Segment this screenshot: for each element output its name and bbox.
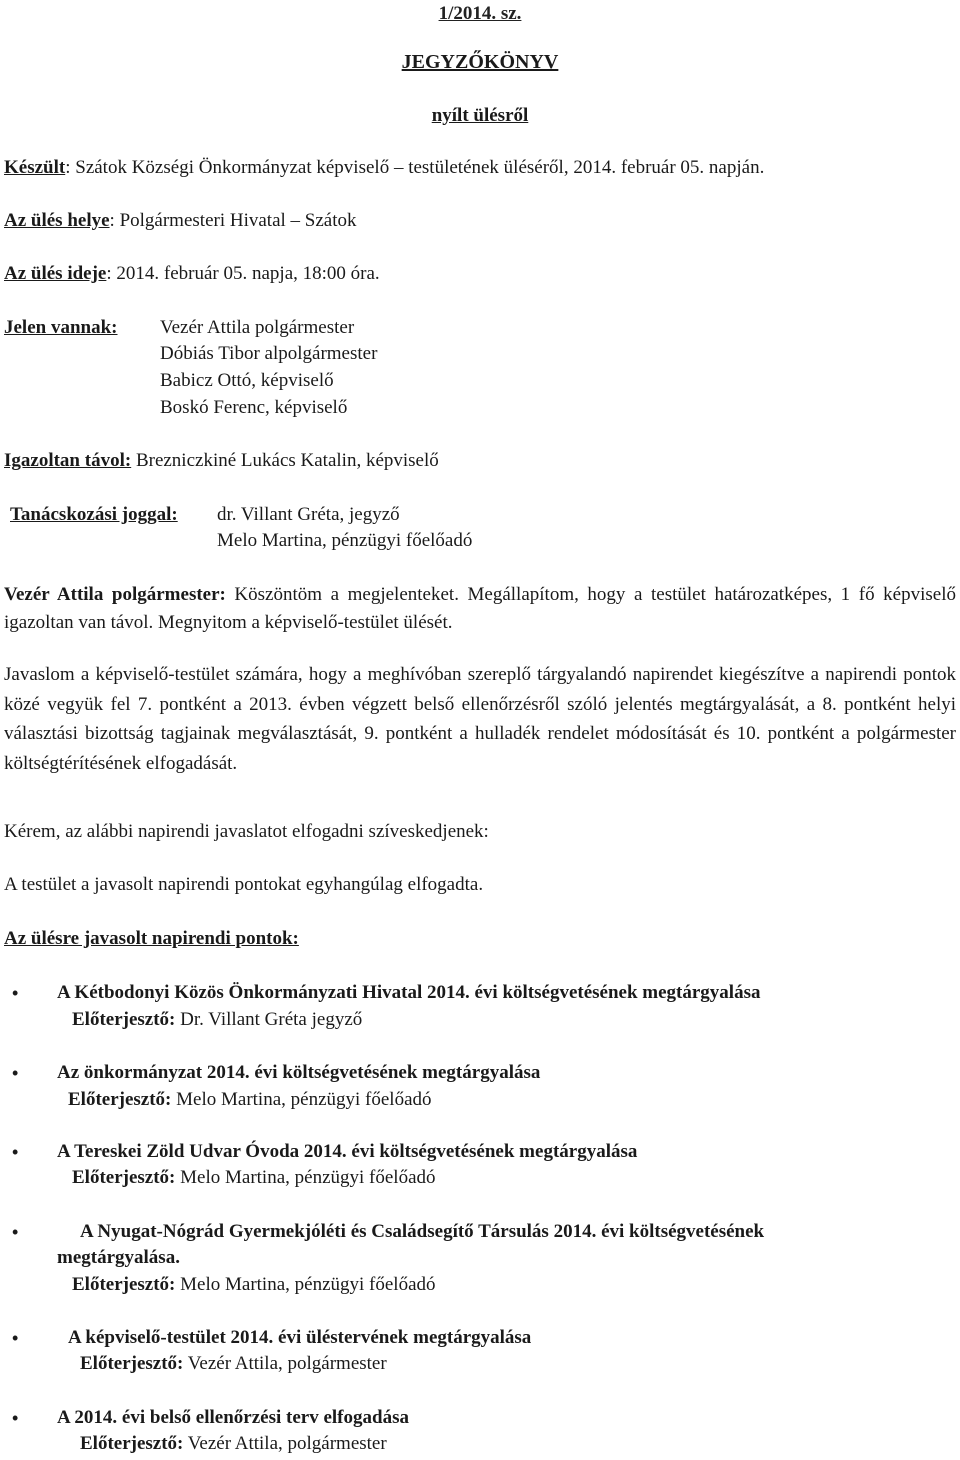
advisory-label: Tanácskozási joggal: — [10, 504, 178, 525]
ido-value: : 2014. február 05. napja, 18:00 óra. — [106, 263, 380, 284]
opening-paragraph — [4, 581, 956, 637]
agenda-item-title: A képviselő-testület 2014. évi üléstervének megtárgyalása — [68, 1327, 532, 1348]
agenda-item-presenter: Előterjesztő: Melo Martina, pénzügyi főelőadó — [72, 1274, 436, 1295]
agenda-item-title: A 2014. évi belső ellenőrzési terv elfogadása — [57, 1407, 409, 1428]
decision-paragraph: A testület a javasolt napirendi pontokat egyhangúlag elfogadta. — [4, 874, 484, 895]
bullet-icon: • — [12, 1063, 19, 1083]
proposal-paragraph: Javaslom a képviselő-testület számára, hogy a meghívóban szereplő tárgyalandó napirendet kiegészítve a napirendi pontok közé vegyük fel 7. pontként a 2013. évben végzett belső ellenőrzésről szóló jelentés megtárgyalását, a 8. pontként helyi választási bizottság tagjainak megválasztását, 9. pontként a hulladék rendelet módosítását és 10. pontként a polgármester költségtérítésének elfogadását. — [4, 664, 956, 774]
advisory-member: dr. Villant Gréta, jegyző — [217, 504, 400, 525]
absent-label: Igazoltan távol: — [4, 450, 132, 471]
agenda-item-presenter: Előterjesztő: Vezér Attila, polgármester — [80, 1353, 387, 1374]
absent-value: Brezniczkiné Lukács Katalin, képviselő — [135, 450, 439, 471]
agenda-item-title-continuation: megtárgyalása. — [57, 1247, 180, 1268]
request-paragraph: Kérem, az alábbi napirendi javaslatot elfogadni szíveskedjenek: — [4, 821, 489, 842]
bullet-icon: • — [12, 1142, 19, 1162]
bullet-icon: • — [12, 1222, 19, 1242]
agenda-item-presenter: Előterjesztő: Dr. Villant Gréta jegyző — [72, 1009, 363, 1030]
speaker-label: Vezér Attila polgármester: — [4, 584, 226, 605]
hely-value: : Polgármesteri Hivatal – Szátok — [109, 210, 357, 231]
ido-label: Az ülés ideje — [4, 263, 107, 284]
agenda-item-title: A Nyugat-Nógrád Gyermekjóléti és Családsegítő Társulás 2014. évi költségvetésének — [80, 1221, 765, 1242]
agenda-item-presenter: Előterjesztő: Melo Martina, pénzügyi főelőadó — [72, 1167, 436, 1188]
bullet-icon: • — [12, 1408, 19, 1428]
ido-line — [4, 262, 380, 286]
hely-line — [4, 209, 357, 233]
present-member: Boskó Ferenc, képviselő — [160, 397, 348, 418]
bullet-icon: • — [12, 983, 19, 1003]
agenda-item-presenter: Előterjesztő: Melo Martina, pénzügyi főelőadó — [68, 1089, 432, 1110]
agenda-heading: Az ülésre javasolt napirendi pontok: — [4, 928, 299, 949]
advisory-member: Melo Martina, pénzügyi főelőadó — [217, 530, 473, 551]
opening-text: Köszöntöm a megjelenteket. Megállapítom, hogy a testület határozatképes, 1 fő képviselő igazoltan van távol. Megnyitom a képviselő-testület ülését. — [4, 584, 956, 633]
bullet-icon: • — [12, 1328, 19, 1348]
present-label: Jelen vannak: — [4, 317, 118, 338]
keszult-line — [4, 156, 764, 180]
agenda-item-title: Az önkormányzat 2014. évi költségvetésének megtárgyalása — [57, 1062, 541, 1083]
agenda-item-presenter: Előterjesztő: Vezér Attila, polgármester — [80, 1433, 387, 1454]
document-number: 1/2014. sz. — [438, 3, 522, 24]
present-member: Dóbiás Tibor alpolgármester — [160, 343, 378, 364]
agenda-item-title: A Tereskei Zöld Udvar Óvoda 2014. évi költségvetésének megtárgyalása — [57, 1141, 638, 1162]
agenda-item-title: A Kétbodonyi Közös Önkormányzati Hivatal 2014. évi költségvetésének megtárgyalása — [57, 982, 761, 1003]
present-member: Babicz Ottó, képviselő — [160, 370, 334, 391]
document-title: JEGYZŐKÖNYV — [401, 51, 559, 73]
present-member: Vezér Attila polgármester — [160, 317, 355, 338]
hely-label: Az ülés helye — [4, 210, 110, 231]
absent-line — [4, 449, 439, 473]
keszult-label: Készült — [4, 157, 66, 178]
document-subtitle: nyílt ülésről — [431, 105, 529, 126]
keszult-value: : Szátok Községi Önkormányzat képviselő – testületének üléséről, 2014. február 05. napján. — [65, 157, 765, 178]
